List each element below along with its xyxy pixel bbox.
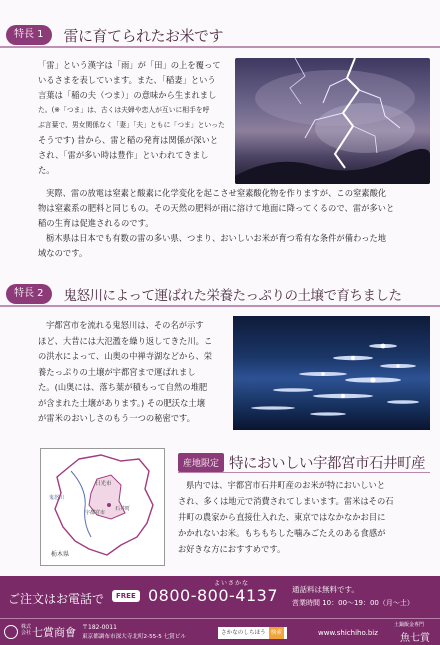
paragraph-line: 実際、雷の放電は窒素と酸素に化学変化を起こさせ窒素酸化物を作りますが、この窒素酸化 — [46, 188, 387, 198]
footer — [0, 576, 440, 645]
paragraph-line: た。(山奥には、落ち葉が積もって自然の堆肥 — [38, 382, 208, 392]
tochigi-map — [40, 448, 165, 566]
paragraph-line: いるさまを表しています。また、「稲妻」という — [38, 75, 216, 85]
paragraph-line: かかれないお米。もちもちした噛みごたえのある食感が — [178, 528, 386, 538]
order-bar — [0, 576, 440, 618]
phone-ruby: よいさかな — [214, 580, 250, 587]
map-label-tochigi: 栃木県 — [51, 551, 70, 558]
local-header — [178, 452, 425, 473]
paragraph-line: 言葉は「稲の夫（つま）」の意味から生まれまし — [38, 90, 217, 100]
company-bar — [0, 618, 440, 645]
paragraph-line: ほど、大昔には大氾濫を繰り返してきた川。こ — [38, 335, 213, 346]
feature1-title: 雷に育てられたお米です — [63, 26, 224, 45]
divider — [0, 46, 440, 48]
local-paragraph — [178, 477, 434, 557]
paragraph-line: され、「雷が多い時は豊作」といわれてきまし — [38, 150, 209, 160]
feature2-badge: 特長 2 — [6, 284, 52, 304]
section1-header — [0, 22, 440, 48]
paragraph-line: 域なのです。 — [38, 248, 88, 258]
company-prefix: 株式会社 — [21, 624, 32, 636]
order-text: ご注文はお電話で — [8, 592, 105, 606]
business-hours: 営業時間 10：00～19：00（月～土） — [292, 599, 414, 607]
shop-name: さかなのしちほう — [221, 630, 266, 636]
paragraph-line: た。(※「つま」は、古くは夫婦や恋人が互いに相手を呼 — [38, 106, 210, 114]
local-tag: 産地限定 — [178, 453, 224, 472]
paragraph-line: され、多くは地元で消費されてしまいます。雷米はその石 — [178, 496, 394, 506]
local-title: 特においしい宇都宮市石井町産 — [229, 456, 426, 472]
website-url[interactable]: www.shichiho.biz — [318, 629, 378, 637]
paragraph-line: た。 — [38, 165, 55, 175]
paragraph-line: 県内では、宇都宮市石井町産のお米が特においしいと — [186, 480, 386, 490]
divider — [178, 472, 430, 473]
map-label-nikko: 日光市 — [95, 481, 112, 487]
feature1-paragraph1 — [38, 58, 233, 178]
paragraph-line: 栃木県は日本でも有数の雷の多い県、つまり、おいしいお米が育つ希有な条件が備わった地 — [46, 233, 387, 243]
free-badge: FREE — [112, 590, 140, 602]
paragraph-line: の洪水によって、山奥の中禅寺湖などから、栄 — [38, 351, 213, 361]
company-name: 七賞商會 — [32, 626, 76, 639]
river-photo — [233, 316, 430, 430]
map-label-kinugawa: 鬼怒川 — [49, 495, 65, 501]
brand-logo: 魚七賞 — [400, 633, 430, 644]
fee-text: 通話料は無料です。 — [292, 585, 359, 594]
postal-code: 〒182-0011 — [82, 624, 117, 631]
map-label-utsunomiya: 宇都宮市 — [85, 510, 106, 516]
paragraph-line: そうです) 昔から、雷と稲の発育は関係が深いと — [38, 135, 219, 145]
divider — [0, 305, 440, 307]
shop-search-box[interactable] — [218, 627, 287, 639]
paragraph-line: 井町の農家から直接仕入れた、東京ではなかなかお目に — [178, 512, 386, 522]
feature1-paragraph2 — [38, 186, 434, 261]
lightning-photo — [235, 58, 430, 184]
section2-header — [0, 281, 440, 307]
company-logo — [4, 625, 18, 639]
feature1-badge: 特長 1 — [6, 25, 52, 45]
paragraph-line: ぶ言葉で、男女関係なく「妻」「夫」ともに「つま」といった — [38, 121, 225, 129]
phone-number[interactable]: 0800-800-4137 — [148, 586, 279, 605]
paragraph-line: が雷米のおいしさのもう一つの秘密です。 — [38, 413, 195, 423]
paragraph-line: 稲の生育は促進されるのです。 — [38, 218, 154, 228]
search-tag[interactable]: 検索 — [269, 627, 284, 639]
address: 東京都調布市深大寺北町2-55-5 七賞ビル — [82, 634, 186, 640]
paragraph-line: 「雷」という漢字は「雨」が「田」の上を覆って — [38, 60, 221, 70]
paragraph-line: 物は窒素系の肥料と同じもの。その天然の肥料が雨に溶けて地面に降ってくるので、雷が多いと — [38, 203, 395, 213]
paragraph-line: 宇都宮市を流れる鬼怒川は、その名が示す — [46, 320, 204, 330]
brand-sub: 土鍋飯金専門 — [394, 622, 425, 628]
map-label-ishii: 石井町 — [115, 506, 131, 512]
paragraph-line: 養たっぷりの土壌が宇都宮まで運ばれまし — [38, 366, 196, 377]
paragraph-line: お好きな方におすすめです。 — [178, 544, 286, 554]
paragraph-line: が含まれた土壌があります。) その肥沃な土壌 — [38, 397, 205, 408]
feature2-title: 鬼怒川によって運ばれた栄養たっぷりの土壌で育ちました — [63, 288, 402, 304]
feature2-paragraph — [38, 318, 231, 427]
